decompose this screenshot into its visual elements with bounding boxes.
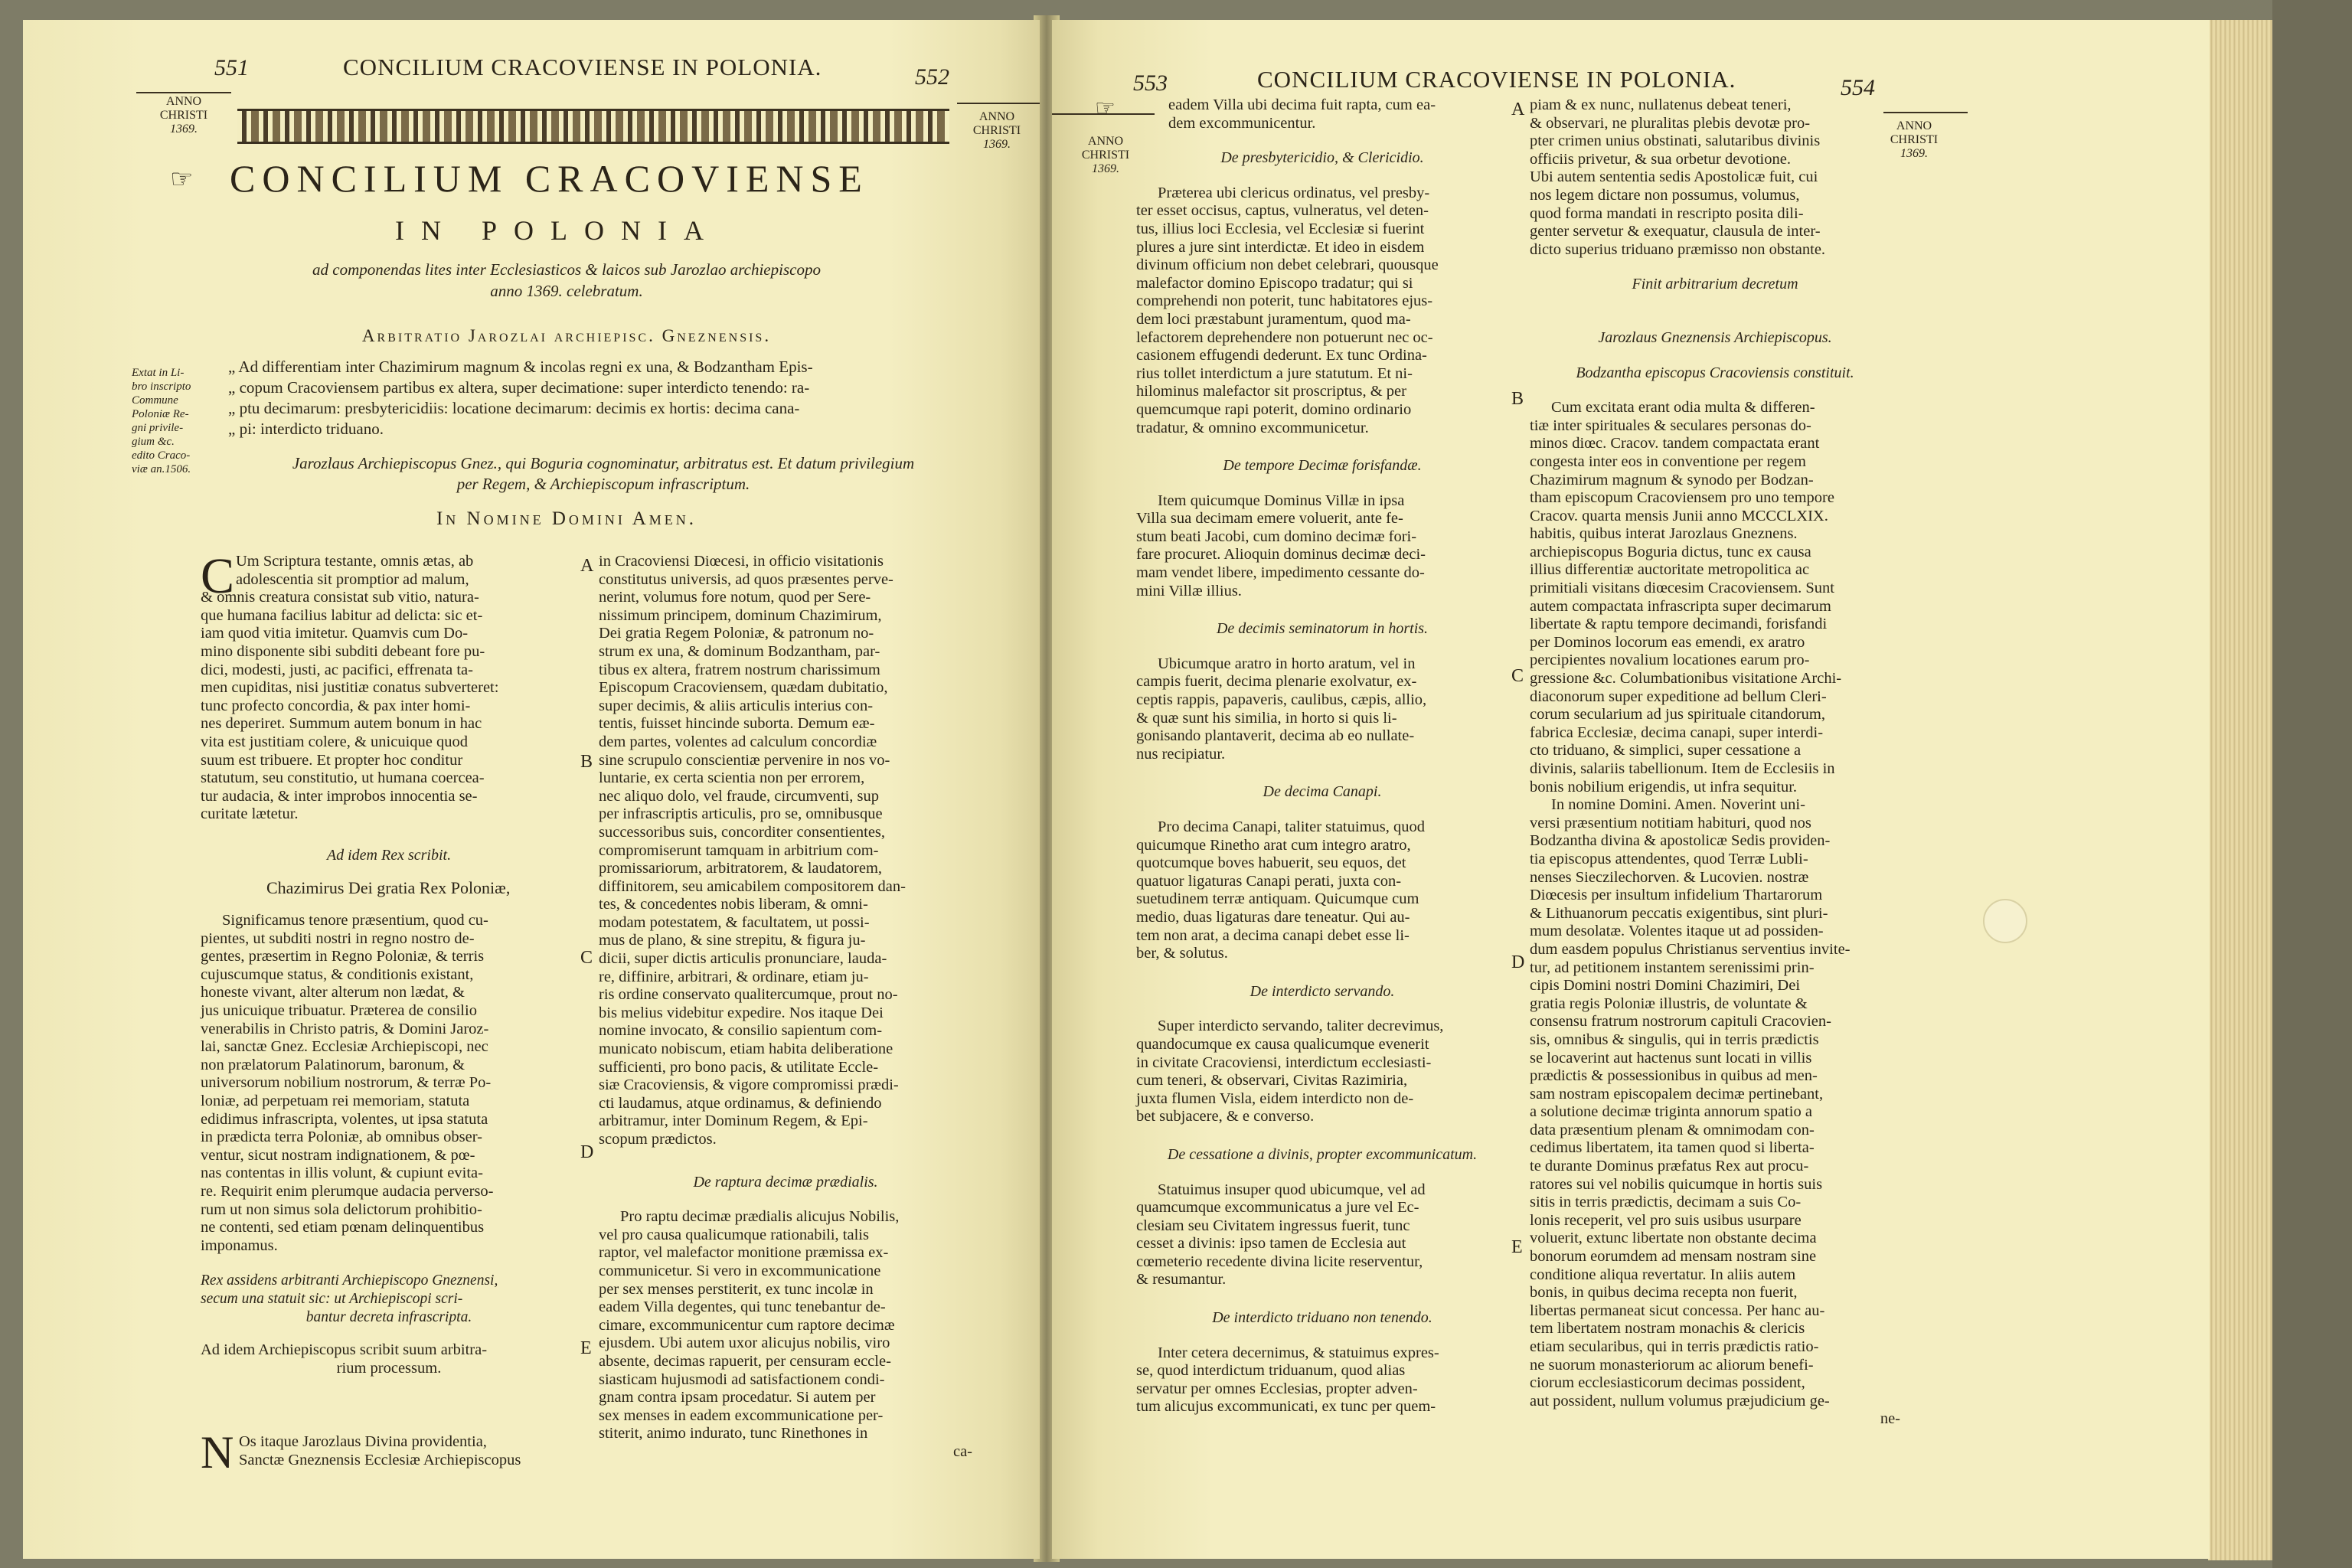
anno-line: ANNO: [1087, 135, 1124, 148]
text-line: voluerit, extunc libertate non obstante decima: [1530, 1230, 1817, 1247]
text-line: Diœcesis per insultum infidelium Thartarorum: [1530, 887, 1823, 904]
text-line: corum secularium ad jus spirituale citandorum,: [1530, 706, 1825, 724]
section-heading: De decima Canapi.: [1263, 783, 1382, 801]
text-line: clesiam seu Civitatem ingressus fuerit, tunc: [1136, 1217, 1410, 1234]
text-line: ejusdem. Ubi autem uxor alicujus nobilis, viro: [599, 1334, 890, 1352]
text-line: quotcumque boves habuerit, seu equos, det: [1136, 854, 1406, 872]
text-line: campis fuerit, decima plenarie exolvatur, ex-: [1136, 673, 1417, 691]
text-line: dem loci præstabunt juramentum, quod ma-: [1136, 310, 1411, 328]
text-line: pter crimen unius obstinati, salutaribus divinis: [1530, 132, 1821, 150]
section-heading: Ad idem Rex scribit.: [326, 846, 452, 864]
section-heading: De cessatione a divinis, propter excommunicatum.: [1167, 1145, 1478, 1163]
section-heading: Arbitratio Jarozlai archiepisc. Gneznensis.: [361, 326, 772, 345]
text-line: ter esset occisus, captus, vulneratus, vel deten-: [1136, 202, 1429, 220]
text-line: nas contentas in illis volunt, & cupiunt evita-: [201, 1165, 483, 1182]
text-line: lefactorem deprehendere non potuerunt nec oc-: [1136, 328, 1433, 346]
text-line: nissimum principem, dominum Chazimirum,: [599, 606, 882, 624]
text-line: conditione aliqua revertatur. In aliis autem: [1530, 1266, 1796, 1283]
arbitratio-line: „ Ad differentiam inter Chazimirum magnum & incolas regni ex una, & Bodzantham Epis-: [228, 358, 813, 376]
text-line: dicii, super dictis articulis pronunciare, lauda-: [599, 950, 887, 968]
text-line: dum easdem populus Christianus serventius invite-: [1530, 940, 1851, 958]
text-line: hilominus malefactor sit proscriptus, & per: [1136, 383, 1406, 400]
text-line: successoribus suis, concorditer consentientes,: [599, 823, 886, 841]
text-line: divinis, salariis tabellionum. Item de Ecclesiis in: [1530, 760, 1835, 777]
text-line: tham episcopum Cracoviensem pro uno tempore: [1530, 489, 1834, 507]
left-col2: [599, 553, 972, 1462]
text-line: cesset a divinis: ipso tamen de Ecclesia aut: [1136, 1235, 1406, 1253]
text-line: sitis in terris prædictis, decimam a suis Co-: [1530, 1194, 1802, 1211]
anno-line: CHRISTI: [159, 109, 208, 122]
text-line: statutum, seu constitutio, ut humana coercea-: [201, 769, 485, 787]
text-line: vel pro causa qualicumque rationabili, talis: [599, 1226, 869, 1243]
text-line: libertas permaneat sicut concessa. Per hanc au-: [1530, 1302, 1825, 1319]
text-line: ciorum ecclesiasticorum decimas possident,: [1530, 1374, 1805, 1392]
anno-line: ANNO: [978, 110, 1015, 123]
text-line: in civitate Cracoviensi, interdictum ecclesiasti-: [1136, 1054, 1432, 1071]
council-description: [253, 259, 880, 302]
text-line: diaconorum super expeditione ad bellum Cleri-: [1530, 688, 1827, 705]
text-line: juxta flumen Visla, eidem interdicto non de-: [1136, 1089, 1414, 1107]
text-line: eadem Villa degentes, qui tunc tenebantur de-: [599, 1298, 886, 1316]
text-line: curitate lætetur.: [201, 805, 299, 823]
text-line: quemcumque rapi poterit, domino ordinario: [1136, 400, 1412, 418]
text-line: in Cracoviensi Diœcesi, in officio visitationis: [599, 553, 884, 570]
council-title: CONCILIUM CRACOVIENSE: [230, 157, 869, 200]
text-line: suetudinem terræ antiquam. Quicumque cum: [1136, 890, 1419, 908]
text-line: dicto superius triduano præmisso non obstante.: [1530, 240, 1826, 258]
running-head: CONCILIUM CRACOVIENSE IN POLONIA.: [343, 54, 822, 80]
margin-letter-b: B: [580, 752, 593, 772]
catchword: ne-: [1880, 1410, 1900, 1428]
text-line: tur, ad petitionem instantem serenissimi prin-: [1530, 959, 1815, 976]
text-line: tia episcopus attendentes, quod Terræ Lubli-: [1530, 850, 1808, 867]
pointing-hand-icon: ☞: [1095, 96, 1116, 121]
text-line: quicumque Rinetho arat cum integro aratro,: [1136, 836, 1411, 854]
pointing-hand-icon: ☞: [170, 165, 194, 194]
book-cover: [2272, 0, 2352, 1568]
text-line: absente, decimas rapuerit, per censuram eccle-: [599, 1352, 891, 1370]
margin-letter-d: D: [580, 1142, 594, 1162]
side-note-line: edito Craco-: [132, 449, 191, 462]
margin-letter-b: B: [1511, 389, 1524, 409]
rex-note-line: bantur decreta infrascripta.: [305, 1308, 472, 1325]
anno-line: 1369.: [170, 122, 198, 136]
text-line: primitiali visitans diœcesim Cracoviensem. Sunt: [1530, 580, 1834, 597]
text-line: in prædicta terra Poloniæ, ab omnibus obser-: [201, 1129, 482, 1146]
text-line: diffinitorem, seu amicabilem compositorem dan-: [599, 877, 906, 895]
text-line: & omnis creatura consistat sub vitio, natura-: [201, 589, 479, 606]
text-line: per infrascriptis articulis, pro se, omnibusque: [599, 805, 883, 823]
text-line: ne contenti, sed etiam pœnam delinquentibus: [201, 1219, 485, 1236]
text-line: quamcumque excommunicatus a jure vel Ec-: [1136, 1199, 1419, 1217]
text-line: casionem effugendi dederunt. Ex tunc Ordina-: [1136, 347, 1427, 364]
arbitratio-line: „ ptu decimarum: presbytericidiis: locatione decimarum: decimis ex hortis: decima cana-: [228, 399, 800, 417]
left-col1-final: [239, 1433, 577, 1469]
text-line: Pro decima Canapi, taliter statuimus, quod: [1158, 818, 1426, 835]
text-line: medio, duas ligaturas dare teneatur. Qui au-: [1136, 908, 1410, 926]
text-line: gentes, præsertim in Regno Poloniæ, & terris: [201, 948, 485, 965]
drop-cap-n: N: [201, 1427, 234, 1478]
anno-christi-right: [959, 110, 1035, 152]
text-line: sis, omnibus & singulis, qui in terris prædictis: [1530, 1031, 1819, 1048]
text-line: arbitramur, inter Dominum Regem, & Epi-: [599, 1112, 868, 1130]
text-line: adolescentia sit promptior ad malum,: [236, 570, 469, 588]
page-number-552: 552: [915, 64, 949, 90]
jarozlaus-note-line: per Regem, & Archiepiscopum infrascriptum.: [456, 475, 750, 493]
anno-line: CHRISTI: [1890, 133, 1939, 146]
arbitratio-text: [228, 357, 978, 439]
side-note-line: gni privile-: [132, 422, 184, 434]
text-line: versi præsentium notitiam habituri, quod nos: [1530, 814, 1811, 831]
anno-line: ANNO: [1896, 119, 1932, 132]
text-line: nec aliquo dolo, vel fraude, circumventi, sup: [599, 787, 880, 805]
text-line: tur audacia, & inter improbos innocentia se-: [201, 787, 478, 805]
text-line: & resumantur.: [1136, 1271, 1227, 1289]
text-line: bonis, in quibus decima recepta non fuerit,: [1530, 1284, 1798, 1302]
text-line: mini Villæ illius.: [1136, 582, 1242, 599]
margin-letter-c: C: [1511, 666, 1524, 686]
text-line: iam quod vitia imitetur. Quamvis cum Do-: [201, 625, 469, 642]
text-line: & observari, ne pluralitas plebis devotæ pro-: [1530, 114, 1811, 132]
right-page: [1052, 20, 2210, 1559]
text-line: municato nobiscum, etiam habita deliberatione: [599, 1040, 893, 1058]
text-line: data præsentium plenam & omnimodam con-: [1530, 1121, 1815, 1138]
text-line: per sex menses perstiterit, ex tunc incolæ in: [599, 1280, 874, 1298]
jarozlaus-note: [228, 453, 978, 495]
text-line: minos diœc. Cracov. tandem compactata erant: [1530, 435, 1820, 452]
text-line: Os itaque Jarozlaus Divina providentia,: [239, 1433, 487, 1450]
text-line: rius tollet interdictum a jure statutum. Et ni-: [1136, 364, 1413, 382]
text-line: aut possident, nullum volumus præjudicium ge-: [1530, 1392, 1830, 1410]
text-line: super decimis, & aliis articulis interius con-: [599, 697, 874, 714]
description-line: ad componendas lites inter Ecclesiasticos & laicos sub Jarozlao archiepiscopo: [312, 260, 821, 279]
text-line: communicetur. Si vero in excommunicatione: [599, 1262, 881, 1279]
text-line: & quæ sunt his similia, in horto si quis li-: [1136, 709, 1397, 727]
text-line: cimare, excommunicentur cum raptore decimæ: [599, 1316, 895, 1334]
side-note-line: viæ an.1506.: [132, 463, 191, 475]
anno-line: ANNO: [165, 95, 202, 108]
text-line: Inter cetera decernimus, & statuimus expres-: [1158, 1344, 1439, 1361]
text-line: divinum officium non debet celebrari, quousque: [1136, 256, 1439, 274]
text-line: a solutione decimæ triginta annorum spatio a: [1530, 1103, 1812, 1121]
text-line: dici, modesti, justi, ac pacifici, effrenata ta-: [201, 661, 473, 678]
text-line: mum desolatæ. Volentes itaque ut ad possiden-: [1530, 923, 1824, 940]
text-line: bonis nobilium erigendis, ut infra sequitur.: [1530, 778, 1798, 795]
text-line: se, quod interdictum triduanum, quod alias: [1136, 1362, 1406, 1380]
text-line: cœmeterio recedente divina licite reserventur,: [1136, 1253, 1423, 1270]
text-line: tem libertatem nostram monachis & clericis: [1530, 1320, 1805, 1338]
text-line: quandocumque ex causa qualicumque evenerit: [1136, 1035, 1429, 1053]
text-line: constitutus universis, ad quos præsentes perve-: [599, 570, 893, 588]
side-note-line: bro inscripto: [132, 381, 191, 393]
header-rule: [957, 103, 1040, 104]
text-line: sufficienti, pro bono pacis, & utilitate Eccle-: [599, 1058, 879, 1076]
text-line: Ad idem Archiepiscopus scribit suum arbitra-: [201, 1341, 488, 1359]
text-line: nes deperiret. Summum autem bonum in hac: [201, 715, 482, 733]
salutation: Chazimirus Dei gratia Rex Poloniæ,: [266, 877, 511, 897]
text-line: congesta inter eos in conventione per regem: [1530, 452, 1806, 470]
text-line: rium processum.: [336, 1359, 442, 1377]
margin-letter-a: A: [1511, 100, 1525, 119]
text-line: libertate & raptu tempore decimandi, forisfandi: [1530, 616, 1828, 633]
text-line: cto triduano, & simplici, super cessatione a: [1530, 742, 1802, 760]
text-line: gonisando plantaverit, decima ab eo nullate-: [1136, 727, 1415, 745]
text-line: Dei gratia Regem Poloniæ, & patronum no-: [599, 625, 874, 642]
text-line: Ubi autem sententia sedis Apostolicæ fuit, cui: [1530, 168, 1818, 186]
section-heading: De presbytericidio, & Clericidio.: [1220, 149, 1424, 167]
text-line: luntarie, ex certa scientia non per errorem,: [599, 769, 865, 787]
text-line: ceptis rappis, papaveris, caulibus, cæpis, allio,: [1136, 691, 1427, 709]
text-line: stum beati Jacobi, cum domino decimæ fori-: [1136, 528, 1417, 545]
text-line: habitis, quibus interat Jarozlaus Gneznens.: [1530, 525, 1798, 543]
text-line: cti laudamus, atque ordinamus, & definiendo: [599, 1094, 882, 1112]
section-heading: Finit arbitrarium decretum: [1632, 276, 1798, 293]
text-line: gratia regis Poloniæ illustris, de voluntate &: [1530, 995, 1808, 1012]
margin-letter-c: C: [580, 948, 593, 968]
text-line: per Dominos locorum eas emendi, ex aratro: [1530, 633, 1805, 651]
text-line: cipis Domini nostri Domini Chazimiri, Dei: [1530, 977, 1801, 995]
text-line: bonorum eorumdem ad mensam nostram sine: [1530, 1248, 1817, 1266]
text-line: fare procuret. Alioquin dominus decimæ deci-: [1136, 546, 1426, 564]
text-line: tes, & concedentes nobis liberam, & omni-: [599, 896, 868, 913]
arbitratio-line: „ pi: interdicto triduano.: [228, 420, 384, 438]
text-line: consensu fratrum nostrorum capituli Cracovien-: [1530, 1013, 1831, 1031]
catchword: ca-: [952, 1442, 972, 1460]
text-line: tum alicujus excommunicati, ex tunc per quem-: [1136, 1398, 1436, 1416]
text-line: non prælatorum Palatinorum, baronum, &: [201, 1056, 466, 1073]
text-line: te durante Dominus præfatus Rex aut procu-: [1530, 1158, 1809, 1175]
text-line: piam & ex nunc, nullatenus debeat teneri,: [1530, 96, 1792, 113]
text-line: bis melius videbitur expedire. Nos itaque Dei: [599, 1004, 884, 1021]
council-subtitle: IN POLONIA: [395, 215, 720, 246]
text-line: venerabilis in Christo patris, & Domini Jaroz-: [201, 1020, 489, 1037]
page-number-553: 553: [1133, 70, 1168, 96]
text-line: quod forma mandati in rescripto posita dili-: [1530, 204, 1804, 222]
anno-christi-left: [145, 95, 222, 136]
text-line: tentis, fuisset hincinde suborta. Demum eæ-: [599, 715, 875, 733]
text-line: officiis privetur, & sua orbetur devotione.: [1530, 150, 1791, 168]
margin-letter-e: E: [580, 1338, 592, 1358]
rex-note-line: Rex assidens arbitranti Archiepiscopo Gneznensi,: [201, 1272, 498, 1289]
section-heading: De interdicto servando.: [1250, 982, 1395, 1000]
text-line: ber, & solutus.: [1136, 945, 1228, 962]
side-note-line: Extat in Li-: [132, 367, 185, 379]
drop-cap-c: C: [201, 548, 235, 604]
text-line: raptor, vel malefactor monitione præmissa ex-: [599, 1244, 889, 1262]
text-line: tradatur, & omnino excommunicetur.: [1136, 419, 1369, 436]
text-line: Um Scriptura testante, omnis ætas, ab: [236, 553, 474, 570]
text-line: se locaverint aut hactenus sunt locati in villis: [1530, 1049, 1812, 1067]
text-line: comprehendi non poterit, tunc habitatores ejus-: [1136, 292, 1433, 310]
text-line: ventur, sicut nostram indignationem, & pœ-: [201, 1146, 475, 1164]
running-head: CONCILIUM CRACOVIENSE IN POLONIA.: [1257, 66, 1736, 93]
text-line: etiam secularibus, qui in terris prædictis ratio-: [1530, 1338, 1819, 1355]
text-line: Episcopum Cracoviensem, quædam dubitatio,: [599, 679, 888, 697]
text-line: Super interdicto servando, taliter decrevimus,: [1158, 1018, 1444, 1035]
text-line: genter servetur & exequatur, clausula de inter-: [1530, 223, 1821, 240]
text-line: modam potestatem, & facultatem, ut possi-: [599, 913, 870, 931]
text-line: Bodzantha divina & apostolicæ Sedis providen-: [1530, 832, 1831, 850]
text-line: sine scrupulo conscientiæ pervenire in nos vo-: [599, 751, 890, 769]
text-line: sex menses in eadem excommunicatione per-: [599, 1406, 884, 1424]
text-line: re. Requirit enim plerumque audacia perverso-: [201, 1183, 494, 1200]
text-line: Chazimirum magnum & synodo per Bodzan-: [1530, 471, 1814, 488]
anno-line: 1369.: [983, 138, 1011, 151]
section-heading: De tempore Decimæ forisfandæ.: [1223, 457, 1422, 475]
text-line: quatuor ligaturas Canapi perati, juxta con-: [1136, 872, 1402, 890]
right-col1: [1136, 96, 1508, 1416]
header-rule: [136, 92, 231, 93]
anno-line: CHRISTI: [972, 124, 1021, 137]
margin-letter-e: E: [1511, 1237, 1523, 1257]
text-line: cujuscumque status, & conditionis existant,: [201, 965, 474, 983]
text-line: Villa sua decimam emere voluerit, ante fe-: [1136, 510, 1403, 528]
text-line: Statuimus insuper quod ubicumque, vel ad: [1158, 1181, 1426, 1198]
text-line: cedimus libertatem, ita tamen quod si liberta-: [1530, 1139, 1815, 1157]
text-line: mam vendet libere, impedimento cessante do-: [1136, 564, 1425, 582]
anno-christi-left: [1067, 135, 1144, 176]
text-line: plures a jure sint interdictæ. Et ideo in eisdem: [1136, 238, 1425, 256]
text-line: illius differentiæ auctoritate metropolitica ac: [1530, 561, 1810, 579]
text-line: dem partes, volentes ad calculum concordiæ: [599, 733, 877, 750]
anno-line: 1369.: [1092, 162, 1119, 175]
side-note-line: Commune: [132, 394, 178, 407]
text-line: honeste vivant, alter alterum non lædat, &: [201, 984, 465, 1001]
text-line: Præterea ubi clericus ordinatus, vel presby-: [1158, 184, 1430, 201]
text-line: tiæ inter spirituales & seculares personas do-: [1530, 416, 1811, 434]
text-line: rum ut non simus sola delictorum prohibitio-: [201, 1200, 482, 1218]
text-line: strum ex una, & dominum Bodzantham, par-: [599, 642, 880, 660]
text-line: imponamus.: [201, 1236, 278, 1254]
text-line: bet subjacere, & e converso.: [1136, 1108, 1315, 1125]
text-line: pientes, ut subditi nostri in regno nostro de-: [201, 929, 475, 947]
left-page: [23, 20, 1040, 1559]
text-line: stiterit, animo indurato, tunc Rinethones in: [599, 1425, 868, 1442]
text-line: & Lithuanorum peccatis exigentibus, sint pluri-: [1530, 904, 1828, 922]
text-line: lai, sanctæ Gnez. Ecclesiæ Archiepiscopi, nec: [201, 1038, 488, 1056]
text-line: nomine invocato, & consilio sapientum com-: [599, 1022, 883, 1040]
text-line: Cum excitata erant odia multa & differen-: [1551, 399, 1815, 416]
text-line: tus, illius loci Ecclesia, vel Ecclesiæ si fuerint: [1136, 220, 1425, 237]
text-line: Item quicumque Dominus Villæ in ipsa: [1158, 492, 1405, 509]
jarozlaus-note-line: Jarozlaus Archiepiscopus Gnez., qui Boguria cognominatur, arbitratus est. Et datum privilegium: [292, 454, 915, 472]
text-line: malefactor domino Episcopo tradatur; qui si: [1136, 274, 1413, 292]
text-line: ratores sui vel nobilis quicumque in hortis suis: [1530, 1175, 1823, 1193]
text-line: gressione &c. Columbationibus visitatione Archi-: [1530, 670, 1842, 688]
side-note: [132, 366, 231, 476]
text-line: suum est tribuere. Et propter hoc conditur: [201, 751, 463, 769]
text-line: Ubicumque aratro in horto aratum, vel in: [1158, 655, 1416, 672]
decorative-ornament-band: [237, 109, 949, 144]
section-heading: De decimis seminatorum in hortis.: [1216, 620, 1429, 638]
section-heading: Bodzantha episcopus Cracoviensis constituit.: [1576, 364, 1854, 381]
text-line: fabrica Ecclesiæ, decima canapi, super interdi-: [1530, 724, 1824, 741]
text-line: ne suorum monasteriorum ac aliorum benefi-: [1530, 1356, 1814, 1374]
text-line: edidimus infrascripta, volentes, ut ipsa statuta: [201, 1110, 488, 1128]
text-line: lonis receperit, vel pro suis usibus usurpare: [1530, 1211, 1802, 1229]
text-line: jus unicuique tribuatur. Præterea de consilio: [201, 1002, 477, 1020]
text-line: que humana facilius labitur ad delicta: sic et-: [201, 606, 483, 624]
page-hole: [1983, 899, 2027, 943]
text-line: siasticam hujusmodi ad satisfactionem condi-: [599, 1370, 885, 1388]
text-line: eadem Villa ubi decima fuit rapta, cum ea-: [1168, 96, 1436, 113]
section-heading: De raptura decimæ prædialis.: [693, 1173, 878, 1191]
text-line: cum teneri, & observari, Civitas Razimiria,: [1136, 1072, 1408, 1089]
text-line: nerint, volumus fore notum, quod per Sere-: [599, 589, 871, 606]
text-line: percipientes novalium locationes earum pro-: [1530, 652, 1810, 669]
text-line: dem excommunicentur.: [1168, 114, 1316, 132]
description-line: anno 1369. celebratum.: [490, 282, 643, 300]
text-line: In nomine Domini. Amen. Noverint uni-: [1551, 796, 1805, 814]
text-line: universorum nobilium nostrorum, & terræ Po-: [201, 1074, 492, 1092]
margin-letter-a: A: [580, 556, 594, 576]
text-line: loniæ, ad perpetuam rei memoriam, statuta: [201, 1093, 470, 1110]
anno-line: 1369.: [1900, 147, 1928, 160]
text-line: mus de plano, & sine strepitu, & figura ju-: [599, 932, 866, 949]
text-line: archiepiscopus Boguria dictus, tunc ex causa: [1530, 543, 1811, 560]
text-line: promissariorum, arbitratorem, & laudatorem,: [599, 860, 883, 877]
text-line: Sanctæ Gneznensis Ecclesiæ Archiepiscopus: [239, 1451, 521, 1468]
text-line: men cupiditas, nisi justitiæ conatus subverteret:: [201, 679, 499, 697]
text-line: mino disponente sibi subditi debeant fore pu-: [201, 642, 485, 660]
text-line: compromiserunt tamquam in arbitrium com-: [599, 841, 879, 859]
text-line: Cracov. quarta mensis Junii anno MCCCLXIX.: [1530, 507, 1828, 524]
page-number-551: 551: [214, 55, 249, 80]
text-line: tunc profecto concordia, & pax inter homi-: [201, 697, 471, 714]
text-line: gnam contra ipsam procedatur. Si autem per: [599, 1389, 876, 1406]
text-line: nenses Sieczilechorven. & Lucovien. nostræ: [1530, 868, 1809, 886]
page-edges: [2208, 20, 2272, 1560]
text-line: sam nostram episcopalem decimæ pertinebant,: [1530, 1085, 1824, 1102]
text-line: prædictis & possessionibus in quibus ad men-: [1530, 1067, 1818, 1085]
anno-line: CHRISTI: [1081, 149, 1130, 162]
text-line: Significamus tenore præsentium, quod cu-: [222, 912, 488, 929]
text-line: nus recipiatur.: [1136, 745, 1226, 763]
text-line: vita est justitiam colere, & unicuique quod: [201, 733, 468, 750]
rex-note-line: secum una statuit sic: ut Archiepiscopi scri-: [201, 1290, 463, 1307]
text-line: tibus ex altera, fratrem nostrum charissimum: [599, 661, 880, 678]
page-number-554: 554: [1841, 75, 1875, 100]
right-col2: [1530, 96, 1900, 1429]
text-line: scopum prædictos.: [599, 1131, 717, 1148]
text-line: siæ Cracoviensis, & vigore compromissi prædi-: [599, 1076, 899, 1094]
margin-letter-d: D: [1511, 952, 1525, 972]
section-heading: Jarozlaus Gneznensis Archiepiscopus.: [1598, 328, 1832, 346]
section-heading: De interdicto triduano non tenendo.: [1212, 1309, 1432, 1327]
text-line: autem compactata infrascripta super decimarum: [1530, 597, 1831, 615]
left-col1: [201, 548, 577, 1393]
text-line: ris ordine conservato qualitercumque, prout no-: [599, 986, 898, 1004]
text-line: tem non arat, a decima canapi debet esse li-: [1136, 926, 1410, 944]
text-line: nos legem dictare non possumus, volumus,: [1530, 186, 1800, 204]
side-note-line: gium &c.: [132, 436, 175, 448]
text-line: re, diffinire, arbitrari, & ordinare, etiam ju-: [599, 968, 869, 985]
text-line: servatur per omnes Ecclesias, propter adven-: [1136, 1380, 1418, 1397]
side-note-line: Poloniæ Re-: [132, 408, 189, 420]
in-nomine-heading: In Nomine Domini Amen.: [436, 508, 697, 529]
text-line: Pro raptu decimæ prædialis alicujus Nobilis,: [620, 1208, 900, 1226]
arbitratio-line: „ copum Cracoviensem partibus ex altera, super decimatione: super interdicto tenendo: ra-: [228, 378, 810, 397]
